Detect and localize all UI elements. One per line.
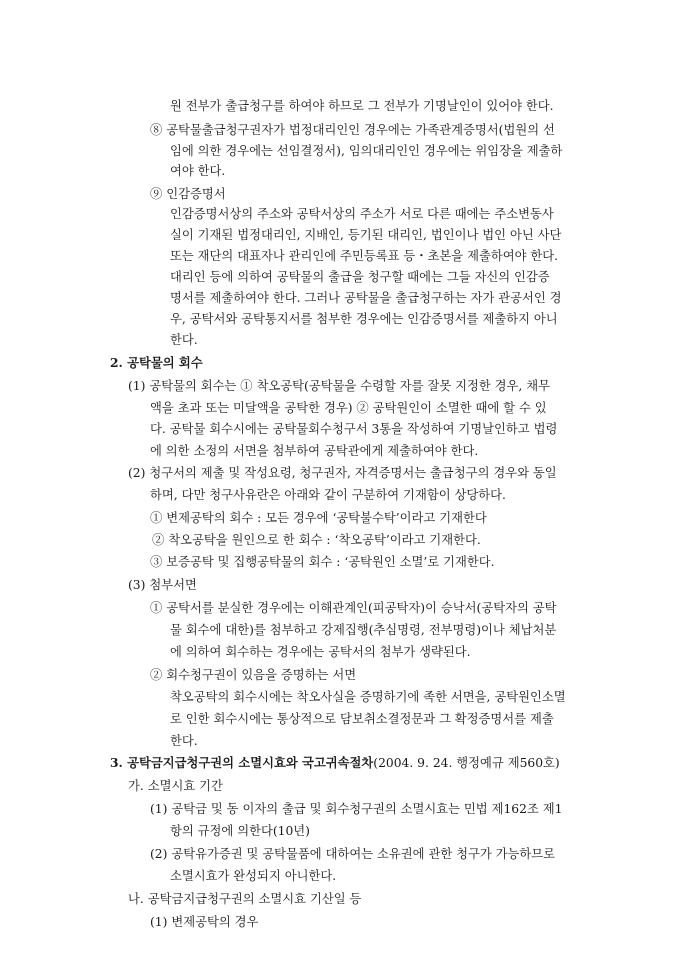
text-line: 우, 공탁서와 공탁통지서를 첨부한 경우에는 인감증명서를 제출하지 아니 xyxy=(170,312,558,326)
list-item-1: (1) 공탁물의 회수는 ① 착오공탁(공탁물을 수령할 자를 잘못 지정한 경우, 채무 xyxy=(128,379,550,393)
list-item-8: ⑧ 공탁물출급청구권자가 법정대리인인 경우에는 가족관계증명서(법원의 선 xyxy=(150,123,555,137)
subsection-heading-ga: 가. 소멸시효 기간 xyxy=(128,779,223,793)
text-line: 하며, 다만 청구사유란은 아래와 같이 구분하여 기재함이 상당하다. xyxy=(150,488,506,502)
list-item-9: ⑨ 인감증명서 xyxy=(150,187,226,201)
text-line: 또는 재단의 대표자나 관리인에 주민등록표 등・초본을 제출하여야 한다. xyxy=(170,249,559,263)
sub-item-1: ① 변제공탁의 회수 : 모든 경우에 ‘공탁불수탁’이라고 기재한다 xyxy=(150,511,487,525)
text-line: 로 인한 회수시에는 통상적으로 담보취소결정문과 그 확정증명서를 제출 xyxy=(170,712,554,726)
text-line: 대리인 등에 의하여 공탁물의 출급을 청구할 때에는 그들 자신의 인감증 xyxy=(170,270,550,284)
text-line: 명서를 제출하여야 한다. 그러나 공탁물을 출급청구하는 자가 관공서인 경 xyxy=(170,291,562,305)
sub-item-1: ① 공탁서를 분실한 경우에는 이해관계인(피공탁자)이 승낙서(공탁자의 공탁 xyxy=(150,601,557,615)
text-line: 원 전부가 출급청구를 하여야 하므로 그 전부가 기명날인이 있어야 한다. xyxy=(170,99,554,113)
text-line: 실이 기재된 법정대리인, 지배인, 등기된 대리인, 법인이나 법인 아닌 사단 xyxy=(170,228,562,242)
text-line: 임에 의한 경우에는 선임결정서), 임의대리인인 경우에는 위임장을 제출하 xyxy=(170,144,563,158)
text-line: 다. 공탁물 회수시에는 공탁물회수청구서 3통을 작성하여 기명날인하고 법령 xyxy=(150,422,558,436)
text-line: 한다. xyxy=(170,734,198,748)
section-heading-3 xyxy=(110,755,560,771)
text-line: 액을 초과 또는 미달액을 공탁한 경우) ② 공탁원인이 소멸한 때에 할 수 있 xyxy=(150,401,547,415)
sub-item-2: ② 회수청구권이 있음을 증명하는 서면 xyxy=(150,668,357,682)
text-line: 에 의한 소정의 서면을 첨부하여 공탁관에게 제출하여야 한다. xyxy=(150,444,479,458)
section-heading-3-title: 3. 공탁금지급청구권의 소멸시효와 국고귀속절차 xyxy=(110,755,374,770)
list-item-2: (2) 공탁유가증권 및 공탁물품에 대하여는 소유권에 관한 청구가 가능하므로 xyxy=(150,847,556,861)
sub-item-2: ② 착오공탁을 원인으로 한 회수 : ‘착오공탁’이라고 기재한다. xyxy=(152,533,481,547)
text-line: 소멸시효가 완성되지 아니한다. xyxy=(170,869,337,883)
section-heading-3-reference: (2004. 9. 24. 행정예규 제560호) xyxy=(373,756,560,770)
section-heading-2: 2. 공탁물의 회수 xyxy=(110,355,203,370)
list-item-2: (2) 청구서의 제출 및 작성요령, 청구권자, 자격증명서는 출급청구의 경우와 동일 xyxy=(128,466,557,480)
text-line: 한다. xyxy=(170,333,198,347)
subsection-heading-na: 나. 공탁금지급청구권의 소멸시효 기산일 등 xyxy=(128,892,362,906)
text-line: 착오공탁의 회수시에는 착오사실을 증명하기에 족한 서면을, 공탁원인소멸 xyxy=(170,690,566,704)
list-item-1: (1) 변제공탁의 경우 xyxy=(150,915,259,929)
sub-item-3: ③ 보증공탁 및 집행공탁물의 회수 : ‘공탁원인 소멸’로 기재한다. xyxy=(150,555,495,569)
text-line: 여야 한다. xyxy=(170,164,226,178)
list-item-3: (3) 첨부서면 xyxy=(128,578,197,592)
text-line: 인감증명서상의 주소와 공탁서상의 주소가 서로 다른 때에는 주소변동사 xyxy=(170,207,554,221)
text-line: 물 회수에 대한)를 첨부하고 강제집행(추심명령, 전부명령)이나 체납처분 xyxy=(170,623,557,637)
list-item-1: (1) 공탁금 및 동 이자의 출급 및 회수청구권의 소멸시효는 민법 제162조 제1 xyxy=(150,802,563,816)
text-line: 에 의하여 회수하는 경우에는 공탁서의 첨부가 생략된다. xyxy=(170,645,471,659)
text-line: 항의 규정에 의한다(10년) xyxy=(170,824,310,838)
